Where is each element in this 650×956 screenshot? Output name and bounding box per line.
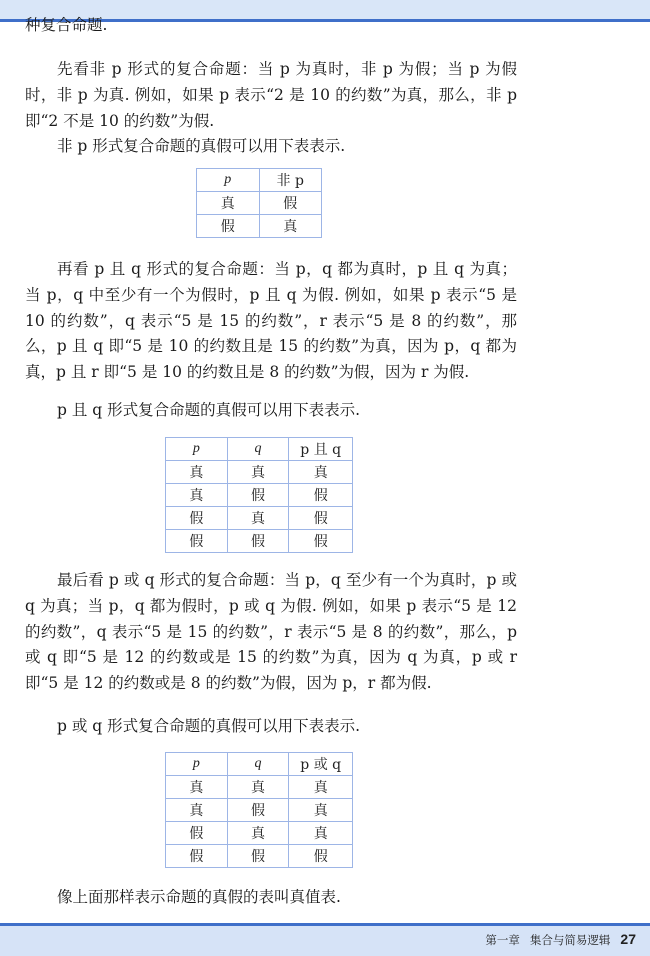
table-row	[166, 845, 353, 868]
table-cell: 真	[289, 822, 353, 845]
table-cell: 真	[289, 799, 353, 822]
table-header-cell: p	[166, 753, 228, 776]
paragraph-p-and-q-table-caption	[25, 398, 517, 424]
paragraph-p-or-q-intro	[25, 568, 517, 697]
paragraph-text: 再看 p 且 q 形式的复合命题：当 p，q 都为真时，p 且 q 为真；当 p，q 中至少有一个为假时，p 且 q 为假. 例如，如果 p 表示“5 是 10 的约数”，q 表示“5 是 15 的约数”，r 表示“5 是 8 的约数”，那么，p 且 q 即“5 是 10 的约数且是 15 的约数”为真，因为 p，q 都为真，p 且 r 即“5 是 10 的约数且是 8 的约数”为假，因为 r 为假.	[25, 260, 517, 382]
table-cell: 假	[166, 845, 228, 868]
table-row	[197, 192, 322, 215]
table-row	[166, 484, 353, 507]
text-line: 种复合命题.	[25, 16, 108, 34]
paragraph-continuation	[25, 13, 517, 39]
table-header-cell: p	[197, 169, 260, 192]
chapter-label: 第一章	[485, 933, 520, 947]
table-cell: 假	[289, 530, 353, 553]
table-header-cell: p	[166, 438, 228, 461]
table-cell: 假	[166, 822, 228, 845]
table-cell: 假	[289, 484, 353, 507]
table-header-row	[166, 438, 353, 461]
table-cell: 假	[197, 215, 260, 238]
table-header-row	[166, 753, 353, 776]
table-cell: 真	[259, 215, 322, 238]
table-row	[166, 799, 353, 822]
table-cell: 假	[289, 845, 353, 868]
table-cell: 真	[166, 799, 228, 822]
table-cell: 假	[259, 192, 322, 215]
table-header-cell: q	[227, 753, 289, 776]
chapter-title: 集合与简易逻辑	[529, 933, 611, 947]
paragraph-text: p 且 q 形式复合命题的真假可以用下表表示.	[57, 401, 361, 419]
table-header-cell: q	[227, 438, 289, 461]
table-cell: 真	[227, 822, 289, 845]
paragraph-p-and-q-intro	[25, 257, 517, 386]
table-cell: 假	[227, 799, 289, 822]
paragraph-truth-table-definition	[25, 885, 517, 911]
paragraph-text: 非 p 形式复合命题的真假可以用下表表示.	[57, 137, 346, 155]
paragraph-not-p-intro	[25, 57, 517, 134]
table-cell: 真	[289, 776, 353, 799]
table-cell: 真	[227, 776, 289, 799]
table-cell: 真	[166, 484, 228, 507]
table-row	[166, 507, 353, 530]
truth-table-p-or-q	[165, 752, 353, 868]
table-row	[166, 822, 353, 845]
table-row	[166, 461, 353, 484]
table-cell: 真	[166, 461, 228, 484]
table-cell: 假	[227, 845, 289, 868]
table-header-cell: p 且 q	[289, 438, 353, 461]
table-cell: 真	[227, 507, 289, 530]
table-cell: 真	[227, 461, 289, 484]
truth-table-p-and-q	[165, 437, 353, 553]
table-cell: 假	[227, 530, 289, 553]
table-cell: 假	[227, 484, 289, 507]
truth-table-not-p	[196, 168, 322, 238]
paragraph-p-or-q-table-caption	[25, 714, 517, 740]
table-header-cell: 非 p	[259, 169, 322, 192]
table-cell: 真	[289, 461, 353, 484]
table-cell: 假	[289, 507, 353, 530]
table-header-cell: p 或 q	[289, 753, 353, 776]
page-number: 27	[620, 931, 636, 947]
page-footer	[485, 931, 636, 948]
table-header-row	[197, 169, 322, 192]
table-row	[166, 530, 353, 553]
table-cell: 假	[166, 530, 228, 553]
paragraph-text: 像上面那样表示命题的真假的表叫真值表.	[57, 888, 341, 906]
paragraph-text: p 或 q 形式复合命题的真假可以用下表表示.	[57, 717, 361, 735]
table-cell: 假	[166, 507, 228, 530]
table-cell: 真	[166, 776, 228, 799]
table-row	[166, 776, 353, 799]
table-row	[197, 215, 322, 238]
paragraph-not-p-table-caption	[25, 134, 517, 160]
table-cell: 真	[197, 192, 260, 215]
paragraph-text: 最后看 p 或 q 形式的复合命题：当 p，q 至少有一个为真时，p 或 q 为真；当 p，q 都为假时，p 或 q 为假. 例如，如果 p 表示“5 是 12 的约数”，q 表示“5 是 15 的约数”，r 表示“5 是 8 的约数”，那么，p 或 q 即“5 是 12 的约数或是 15 的约数”为真，因为 q 为真，p 或 r 即“5 是 12 的约数或是 8 的约数”为假，因为 p，r 都为假.	[25, 571, 517, 693]
paragraph-text: 先看非 p 形式的复合命题：当 p 为真时，非 p 为假；当 p 为假时，非 p 为真. 例如，如果 p 表示“2 是 10 的约数”为真，那么，非 p 即“2 不是 10 的约数”为假.	[25, 60, 517, 130]
